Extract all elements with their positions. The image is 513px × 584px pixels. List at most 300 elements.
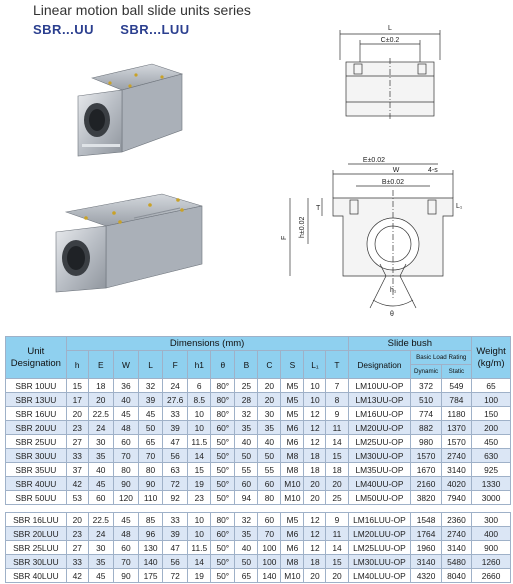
spacer-cell — [88, 505, 113, 513]
table-cell: 784 — [441, 393, 471, 407]
table-cell: 50° — [211, 449, 235, 463]
table-cell: 200 — [472, 421, 511, 435]
table-cell: SBR 35UU — [6, 463, 67, 477]
table-cell: 8 — [326, 393, 348, 407]
table-cell: SBR 25LUU — [6, 541, 67, 555]
basic-load-rating-header: Basic Load Rating — [411, 351, 472, 365]
table-cell: SBR 10UU — [6, 379, 67, 393]
table-cell: 3140 — [411, 555, 441, 569]
table-cell: LM40LUU-OP — [348, 569, 411, 583]
table-cell: 18 — [304, 449, 326, 463]
col-F-header: F — [163, 351, 188, 379]
table-cell: 50° — [211, 555, 235, 569]
top-view-drawing — [320, 20, 460, 125]
table-cell: 39 — [139, 393, 163, 407]
table-cell: 12 — [304, 527, 326, 541]
table-cell: 60° — [211, 527, 235, 541]
table-cell: 3000 — [472, 491, 511, 505]
table-cell: 70 — [139, 449, 163, 463]
table-cell: 20 — [258, 379, 281, 393]
table-cell: 15 — [66, 379, 88, 393]
table-cell: 510 — [411, 393, 441, 407]
dim-B-label: B±0.02 — [381, 179, 405, 186]
table-cell: LM16UU-OP — [348, 407, 411, 421]
table-row — [6, 569, 511, 583]
table-cell: 11.5 — [188, 541, 211, 555]
spacer-cell — [66, 505, 88, 513]
table-cell: 50 — [258, 449, 281, 463]
table-cell: 14 — [326, 541, 348, 555]
table-cell: 35 — [88, 555, 113, 569]
table-cell: 10 — [188, 407, 211, 421]
dim-E-label: E±0.02 — [362, 157, 386, 164]
table-cell: 72 — [163, 477, 188, 491]
table-cell: 8040 — [441, 569, 471, 583]
table-cell: SBR 40UU — [6, 477, 67, 491]
table-cell: 33 — [66, 555, 88, 569]
table-cell: 70 — [258, 527, 281, 541]
col-L-header: L — [139, 351, 163, 379]
table-cell: M6 — [281, 527, 304, 541]
table-cell: 15 — [326, 449, 348, 463]
table-cell: 35 — [258, 421, 281, 435]
table-cell: 90 — [113, 477, 138, 491]
table-cell: 20 — [304, 477, 326, 491]
table-cell: M5 — [281, 407, 304, 421]
table-cell: 20 — [304, 569, 326, 583]
table-cell: M5 — [281, 513, 304, 527]
col-theta-header: θ — [211, 351, 235, 379]
weight-header — [472, 337, 511, 379]
table-cell: 47 — [163, 541, 188, 555]
table-cell: SBR 25UU — [6, 435, 67, 449]
table-cell: 120 — [113, 491, 138, 505]
table-cell: 20 — [88, 393, 113, 407]
dim-theta-label: θ — [390, 311, 394, 318]
table-cell: 50° — [211, 541, 235, 555]
table-cell: M8 — [281, 449, 304, 463]
table-cell: 33 — [163, 407, 188, 421]
table-cell: 3140 — [441, 541, 471, 555]
table-cell: 85 — [139, 513, 163, 527]
table-cell: 9 — [326, 513, 348, 527]
table-cell: 10 — [304, 379, 326, 393]
table-cell: 5480 — [441, 555, 471, 569]
table-cell: SBR 30UU — [6, 449, 67, 463]
spacer-cell — [188, 505, 211, 513]
table-row — [6, 555, 511, 569]
table-cell: 55 — [235, 463, 258, 477]
table-cell: 50 — [235, 449, 258, 463]
table-cell: 60 — [258, 513, 281, 527]
table-cell: 35 — [235, 527, 258, 541]
table-cell: 55 — [258, 463, 281, 477]
table-cell: 140 — [258, 569, 281, 583]
table-cell: 65 — [472, 379, 511, 393]
table-row — [6, 541, 511, 555]
table-row — [6, 491, 511, 505]
table-cell: 60 — [88, 491, 113, 505]
table-cell: 70 — [113, 449, 138, 463]
table-cell: 1764 — [411, 527, 441, 541]
table-cell: 48 — [113, 527, 138, 541]
spacer-cell — [472, 505, 511, 513]
table-cell: 60° — [211, 421, 235, 435]
table-cell: LM13UU-OP — [348, 393, 411, 407]
table-cell: 45 — [88, 569, 113, 583]
table-cell: 94 — [235, 491, 258, 505]
table-cell: 400 — [472, 527, 511, 541]
spacer-cell — [348, 505, 411, 513]
table-cell: 50° — [211, 435, 235, 449]
table-cell: LM16LUU-OP — [348, 513, 411, 527]
spec-table-body — [6, 379, 511, 583]
table-cell: 3140 — [441, 463, 471, 477]
table-cell: M8 — [281, 555, 304, 569]
table-cell: 8.5 — [188, 393, 211, 407]
table-cell: 12 — [304, 541, 326, 555]
table-cell: 24 — [88, 527, 113, 541]
table-cell: 30 — [258, 407, 281, 421]
table-cell: 1670 — [411, 463, 441, 477]
table-cell: 18 — [88, 379, 113, 393]
table-cell: 130 — [139, 541, 163, 555]
table-cell: 18 — [304, 463, 326, 477]
table-cell: 80 — [139, 463, 163, 477]
table-cell: 80° — [211, 513, 235, 527]
spacer-cell — [235, 505, 258, 513]
table-cell: 100 — [472, 393, 511, 407]
table-row — [6, 463, 511, 477]
table-row — [6, 421, 511, 435]
table-cell: 2660 — [472, 569, 511, 583]
table-row — [6, 407, 511, 421]
table-cell: LM35UU-OP — [348, 463, 411, 477]
table-cell: 1570 — [411, 449, 441, 463]
table-cell: 23 — [66, 421, 88, 435]
table-cell: 12 — [304, 421, 326, 435]
front-view-drawing — [278, 150, 478, 322]
table-cell: 35 — [235, 421, 258, 435]
table-cell: 50° — [211, 477, 235, 491]
table-cell: 80° — [211, 407, 235, 421]
table-cell: 65 — [235, 569, 258, 583]
table-cell: SBR 20LUU — [6, 527, 67, 541]
weight-text: Weight (kg/m) — [476, 345, 506, 369]
sbr-luu-photo — [52, 188, 212, 298]
table-cell: 110 — [139, 491, 163, 505]
spacer-cell — [304, 505, 326, 513]
table-cell: 40 — [113, 393, 138, 407]
table-cell: 20 — [66, 407, 88, 421]
table-cell: 1180 — [441, 407, 471, 421]
table-cell: M5 — [281, 393, 304, 407]
table-cell: 1548 — [411, 513, 441, 527]
table-cell: 925 — [472, 463, 511, 477]
table-row — [6, 393, 511, 407]
table-row — [6, 379, 511, 393]
table-cell: 14 — [188, 449, 211, 463]
table-cell: 3820 — [411, 491, 441, 505]
table-cell: M10 — [281, 569, 304, 583]
table-cell: 980 — [411, 435, 441, 449]
table-cell: 23 — [188, 491, 211, 505]
slide-bush-header: Slide bush — [348, 337, 472, 351]
table-cell: 1370 — [441, 421, 471, 435]
spacer-cell — [441, 505, 471, 513]
spacer-cell — [411, 505, 441, 513]
dim-4s-label: 4-s — [428, 167, 438, 174]
col-S-header: S — [281, 351, 304, 379]
table-cell: M6 — [281, 435, 304, 449]
table-cell: 1960 — [411, 541, 441, 555]
table-cell: 22.5 — [88, 513, 113, 527]
table-cell: 90 — [113, 569, 138, 583]
table-cell: LM20UU-OP — [348, 421, 411, 435]
table-cell: 2160 — [411, 477, 441, 491]
col-E-header: E — [88, 351, 113, 379]
table-cell: 549 — [441, 379, 471, 393]
unit-designation-header — [6, 337, 67, 379]
table-cell: 2740 — [441, 449, 471, 463]
table-cell: 20 — [66, 513, 88, 527]
table-cell: 33 — [66, 449, 88, 463]
table-cell: 65 — [139, 435, 163, 449]
table-cell: 92 — [163, 491, 188, 505]
table-cell: 30 — [88, 541, 113, 555]
table-cell: LM10UU-OP — [348, 379, 411, 393]
table-cell: 9 — [326, 407, 348, 421]
spacer-cell — [258, 505, 281, 513]
table-cell: 23 — [66, 527, 88, 541]
page-title: Linear motion ball slide units series — [33, 2, 251, 18]
table-cell: 80 — [113, 463, 138, 477]
table-cell: 45 — [139, 407, 163, 421]
table-cell: 32 — [235, 407, 258, 421]
series-subtitle — [33, 22, 212, 37]
table-cell: 15 — [188, 463, 211, 477]
table-cell: 25 — [326, 491, 348, 505]
table-cell: 2740 — [441, 527, 471, 541]
dim-F-label: F — [281, 235, 288, 240]
table-cell: 882 — [411, 421, 441, 435]
col-C-header: C — [258, 351, 281, 379]
table-cell: 1570 — [441, 435, 471, 449]
table-cell: 90 — [139, 477, 163, 491]
table-cell: 70 — [113, 555, 138, 569]
table-cell: 40 — [235, 435, 258, 449]
table-cell: 53 — [66, 491, 88, 505]
dynamic-header: Dynamic — [411, 365, 441, 379]
table-cell: 20 — [326, 477, 348, 491]
table-cell: 42 — [66, 569, 88, 583]
table-cell: 900 — [472, 541, 511, 555]
table-cell: 60 — [113, 541, 138, 555]
table-cell: LM20LUU-OP — [348, 527, 411, 541]
table-cell: 19 — [188, 477, 211, 491]
table-cell: 150 — [472, 407, 511, 421]
table-cell: 24 — [163, 379, 188, 393]
table-cell: SBR 50UU — [6, 491, 67, 505]
table-cell: 450 — [472, 435, 511, 449]
col-h1-header: h1 — [188, 351, 211, 379]
model-luu-label: SBR...LUU — [120, 22, 190, 37]
dim-T-label: T — [316, 205, 321, 212]
table-cell: 45 — [113, 407, 138, 421]
table-cell: LM30LUU-OP — [348, 555, 411, 569]
table-cell: 11 — [326, 527, 348, 541]
table-cell: 300 — [472, 513, 511, 527]
table-cell: 50° — [211, 569, 235, 583]
table-cell: 1330 — [472, 477, 511, 491]
table-cell: 14 — [188, 555, 211, 569]
table-cell: 50° — [211, 491, 235, 505]
table-cell: LM40UU-OP — [348, 477, 411, 491]
sbr-uu-photo — [70, 60, 200, 160]
table-cell: 12 — [304, 435, 326, 449]
table-cell: 774 — [411, 407, 441, 421]
spacer-cell — [211, 505, 235, 513]
col-B-header: B — [235, 351, 258, 379]
table-cell: 4020 — [441, 477, 471, 491]
table-cell: M5 — [281, 379, 304, 393]
table-cell: 25 — [235, 379, 258, 393]
dim-W-label: W — [392, 167, 400, 174]
table-cell: 42 — [66, 477, 88, 491]
table-cell: 15 — [326, 555, 348, 569]
table-row — [6, 513, 511, 527]
table-cell: 630 — [472, 449, 511, 463]
table-cell: 32 — [139, 379, 163, 393]
table-cell: 10 — [188, 513, 211, 527]
spacer-cell — [139, 505, 163, 513]
table-cell: 140 — [139, 555, 163, 569]
table-cell: 10 — [188, 421, 211, 435]
table-cell: LM25UU-OP — [348, 435, 411, 449]
model-uu-label: SBR...UU — [33, 22, 95, 37]
table-cell: 35 — [88, 449, 113, 463]
spacer-cell — [281, 505, 304, 513]
table-row — [6, 449, 511, 463]
table-cell: 37 — [66, 463, 88, 477]
table-cell: M10 — [281, 491, 304, 505]
table-cell: 50° — [211, 463, 235, 477]
dim-h1-label: h₁ — [390, 287, 397, 294]
table-spacer-row — [6, 505, 511, 513]
static-header: Static — [441, 365, 471, 379]
table-cell: 14 — [326, 435, 348, 449]
col-W-header: W — [113, 351, 138, 379]
col-T-header: T — [326, 351, 348, 379]
table-cell: 27.6 — [163, 393, 188, 407]
table-cell: 72 — [163, 569, 188, 583]
table-cell: 40 — [88, 463, 113, 477]
table-cell: 22.5 — [88, 407, 113, 421]
table-cell: 18 — [304, 555, 326, 569]
table-cell: 11.5 — [188, 435, 211, 449]
table-cell: 50 — [139, 421, 163, 435]
table-cell: 30 — [88, 435, 113, 449]
table-cell: 100 — [258, 555, 281, 569]
table-cell: 56 — [163, 555, 188, 569]
table-cell: 6 — [188, 379, 211, 393]
table-cell: 18 — [326, 463, 348, 477]
dim-L1-label: L₁ — [456, 203, 463, 210]
table-cell: 10 — [188, 527, 211, 541]
table-cell: 11 — [326, 421, 348, 435]
table-cell: 2360 — [441, 513, 471, 527]
table-cell: 39 — [163, 527, 188, 541]
table-cell: 80 — [258, 491, 281, 505]
table-cell: 63 — [163, 463, 188, 477]
table-cell: M8 — [281, 463, 304, 477]
table-cell: 7 — [326, 379, 348, 393]
table-cell: 45 — [113, 513, 138, 527]
table-cell: 80° — [211, 379, 235, 393]
table-cell: 60 — [113, 435, 138, 449]
table-cell: 45 — [88, 477, 113, 491]
table-cell: 17 — [66, 393, 88, 407]
spacer-cell — [326, 505, 348, 513]
table-cell: SBR 16LUU — [6, 513, 67, 527]
table-cell: 12 — [304, 513, 326, 527]
dim-L-label: L — [388, 25, 392, 32]
spacer-cell — [6, 505, 67, 513]
table-cell: 27 — [66, 541, 88, 555]
table-cell: 20 — [258, 393, 281, 407]
table-cell: 20 — [304, 491, 326, 505]
table-cell: 47 — [163, 435, 188, 449]
table-cell: 40 — [235, 541, 258, 555]
table-cell: 28 — [235, 393, 258, 407]
table-cell: LM30UU-OP — [348, 449, 411, 463]
table-cell: 175 — [139, 569, 163, 583]
table-cell: SBR 30LUU — [6, 555, 67, 569]
table-cell: M6 — [281, 421, 304, 435]
table-cell: 19 — [188, 569, 211, 583]
dim-C-label: C±0.2 — [380, 37, 400, 44]
table-row — [6, 435, 511, 449]
table-cell: SBR 20UU — [6, 421, 67, 435]
table-cell: M6 — [281, 541, 304, 555]
table-cell: SBR 16UU — [6, 407, 67, 421]
table-cell: 24 — [88, 421, 113, 435]
table-cell: 50 — [235, 555, 258, 569]
table-cell: 27 — [66, 435, 88, 449]
table-cell: 7940 — [441, 491, 471, 505]
table-cell: 4320 — [411, 569, 441, 583]
spec-table — [5, 336, 511, 583]
table-cell: SBR 13UU — [6, 393, 67, 407]
table-cell: 60 — [258, 477, 281, 491]
table-cell: 56 — [163, 449, 188, 463]
table-cell: 39 — [163, 421, 188, 435]
unit-designation-text: Unit Designation — [10, 345, 61, 369]
table-cell: 12 — [304, 407, 326, 421]
dimensions-header: Dimensions (mm) — [66, 337, 348, 351]
table-cell: 36 — [113, 379, 138, 393]
table-row — [6, 477, 511, 491]
spacer-cell — [163, 505, 188, 513]
table-cell: 32 — [235, 513, 258, 527]
table-cell: LM25LUU-OP — [348, 541, 411, 555]
dim-h-label: h±0.02 — [299, 216, 306, 238]
table-cell: 40 — [258, 435, 281, 449]
table-cell: M10 — [281, 477, 304, 491]
table-cell: LM50UU-OP — [348, 491, 411, 505]
table-cell: 1260 — [472, 555, 511, 569]
table-cell: 100 — [258, 541, 281, 555]
